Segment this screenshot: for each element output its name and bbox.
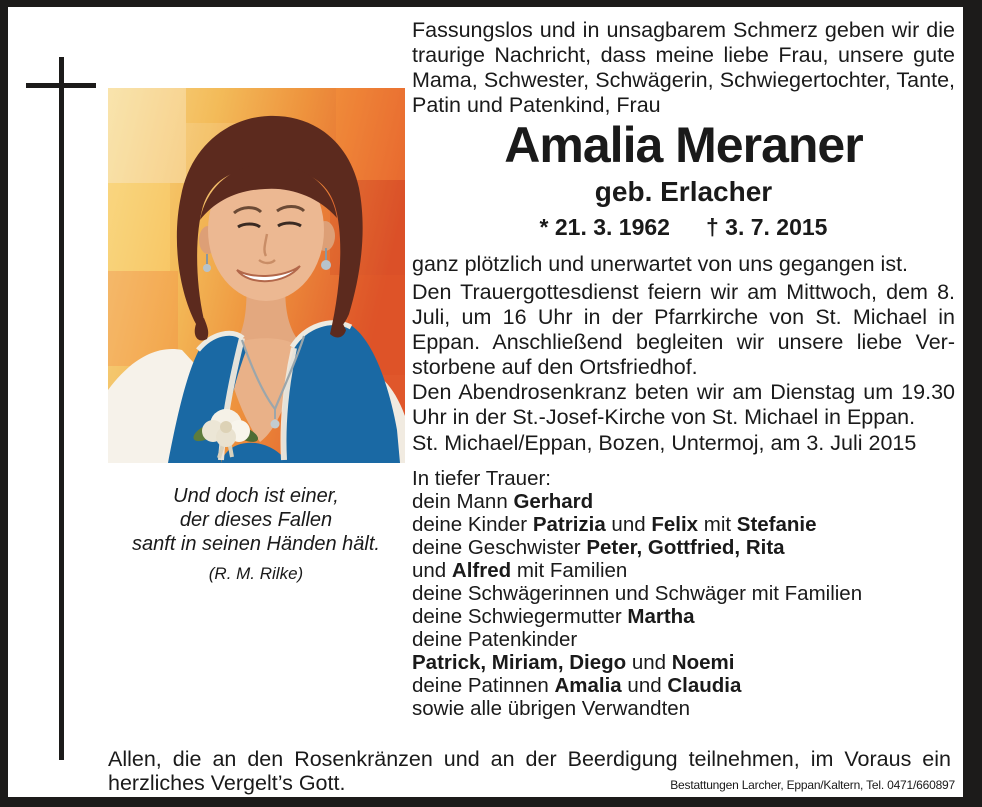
text-line: deine Patenkinder [412,628,578,651]
frame-border-top [0,0,982,7]
text-line: sowie alle übrigen Verwandten [412,697,691,720]
closing-thanks: Allen, die an den Rosenkränzen und an der Beerdigung teilnehmen, im Voraus ein herzliches Vergelt’s Gott. [108,747,951,795]
text-line: deine Kinder Patrizia und Felix mit Stefanie [412,513,817,536]
text-line: deine Schwiegermutter Martha [412,605,695,628]
text-line: Und doch ist einer, [173,485,339,507]
birth-date: * 21. 3. 1962 [539,214,670,240]
portrait-photo-image [108,88,405,463]
intro-paragraph: Fassungslos und in unsagbarem Schmerz geben wir die traurige Nachricht, dass meine liebe Frau, unsere gute Mama, Schwester, Schwägerin, Schwiegertochter, Tante, Patin und Patenkind, Frau [412,18,955,117]
memorial-quote [100,484,412,586]
funeral-home-credit: Bestattungen Larcher, Eppan/Kaltern, Tel. 0471/660897 [670,778,955,792]
frame-border-left [0,0,8,807]
cross-vertical-bar [59,57,64,760]
frame-border-bottom [0,797,982,807]
mourning-header: In tiefer Trauer: [412,467,552,490]
maiden-name: geb. Erlacher [594,176,773,207]
deceased-name: Amalia Meraner [504,117,863,173]
text-line: deine Patinnen Amalia und Claudia [412,674,742,697]
place-dateline: St. Michael/Eppan, Bozen, Untermoj, am 3. Juli 2015 [412,431,917,455]
cross-horizontal-bar [26,83,96,88]
death-date: † 3. 7. 2015 [705,214,828,240]
text-line: deine Schwägerinnen und Schwäger mit Familien [412,582,863,605]
frame-border-right [963,0,982,807]
text-line: deine Geschwister Peter, Gottfried, Rita [412,536,785,559]
text-line: dein Mann Gerhard [412,490,594,513]
funeral-service-paragraph: Den Trauergottesdienst feiern wir am Mittwoch, dem 8. Juli, um 16 Uhr in der Pfarrkirche von St. Michael in Eppan. Anschließend begleiten wir unsere liebe Verstorbene auf den Ortsfriedhof. [412,280,955,379]
quote-lines [100,484,412,556]
passing-line: ganz plötzlich und unerwartet von uns gegangen ist. [412,252,909,276]
life-dates [412,216,955,239]
rosary-paragraph: Den Abendrosenkranz beten wir am Dienstag um 19.30 Uhr in der St.-Josef-Kirche von St. Michael in Eppan. [412,380,955,429]
text-line: sanft in seinen Händen hält. [132,533,380,555]
text-line: der dieses Fallen [179,509,333,531]
text-line: und Alfred mit Familien [412,559,628,582]
portrait-photo [108,88,405,463]
quote-attribution: (R. M. Rilke) [208,564,304,583]
notice-column [412,18,955,720]
mourners-list [412,490,955,720]
text-line: Patrick, Miriam, Diego und Noemi [412,651,735,674]
